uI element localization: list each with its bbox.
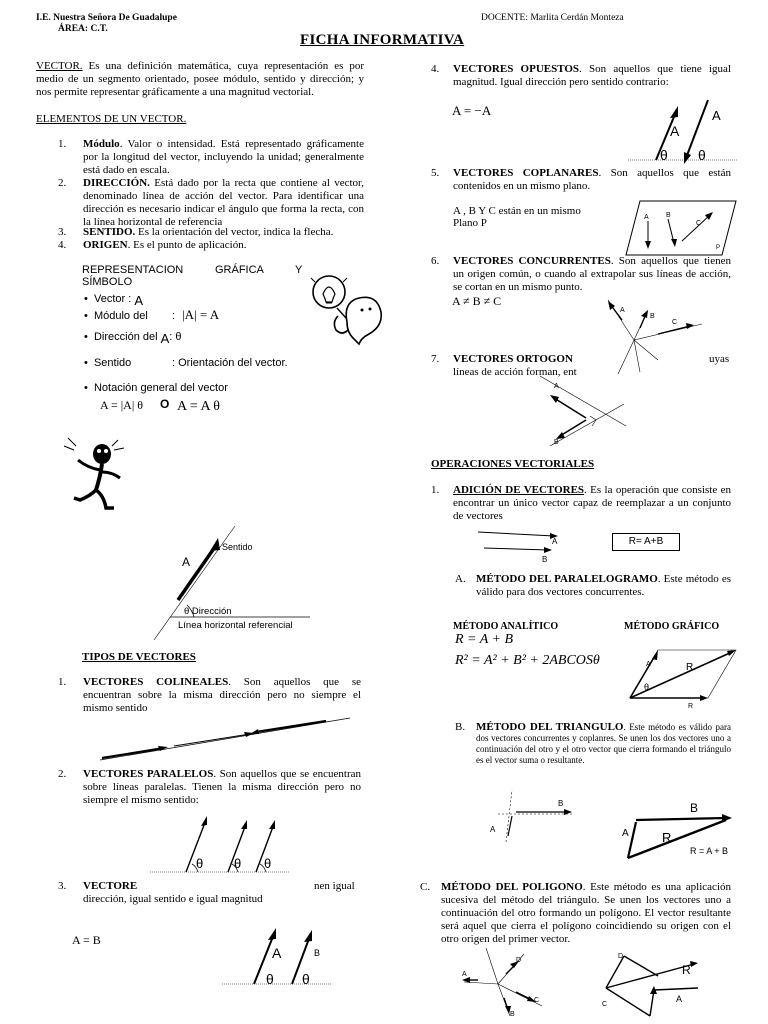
formula-2: R² = A² + B² + 2ABCOSθ [455, 653, 600, 668]
op-paralelogramo: MÉTODO DEL PARALELOGRAMO. Este método es válido para dos vectores concurrentes. [476, 573, 731, 598]
paralelos-diagram [150, 816, 290, 876]
polyg-label-c: C [602, 1001, 608, 1008]
bullet-vector: • Vector : A [84, 293, 143, 308]
school-name: I.E. Nuestra Señora De Guadalupe [36, 13, 177, 23]
element-direccion: DIRECCIÓN. Está dado por la recta que contiene al vector, denominado línea de acción del vector. Para identificar una dirección es necesario indicar el ángulo que forma la recta, con la línea horizontal de referencia [83, 177, 364, 228]
type-num: 5. [431, 167, 440, 179]
adicion-vectors-diagram [476, 528, 566, 564]
iguales-label-a: A [272, 945, 282, 961]
adicion-label-b: B [542, 555, 548, 564]
opuestos-expr: A = −A [452, 103, 492, 118]
coplanar-label-p: P [716, 245, 721, 251]
bullet-notacion: • Notación general del vector [84, 382, 228, 394]
opuestos-label-a: A [670, 123, 680, 139]
theta-label: θ [196, 856, 204, 871]
type-num: 3. [58, 880, 67, 892]
page-title: FICHA INFORMATIVA [300, 32, 465, 48]
theta-label: θ [660, 147, 668, 163]
theta-label: θ [266, 971, 274, 987]
running-figure-icon [62, 436, 134, 512]
type-coplanares: VECTORES COPLANARES. Son aquellos que están contenidos en un mismo plano. [453, 167, 731, 192]
sentido-label: Sentido [222, 542, 253, 552]
thinking-figure-icon [302, 272, 382, 342]
vector-def-text: Es una definición matemática, cuya representación es por medio de un segmento orientado, posee módulo, sentido y dirección; y nos permite representar gráficamente a una magnitud vectorial. [36, 60, 364, 98]
coplanar-label-a: A [644, 214, 649, 221]
polyg-label-a: A [676, 994, 683, 1004]
poly-label-a: A [462, 971, 467, 978]
type-iguales-tail: nen igual [314, 880, 355, 892]
tri-big-label-b: B [690, 801, 699, 815]
para-label-b: R [688, 703, 694, 710]
vector-definition [36, 60, 364, 99]
element-modulo: Módulo. Valor o intensidad. Está representado gráficamente por la longitud del vector, incluyendo la unidad; generalmente está dado en escala. [83, 138, 364, 176]
area-label: ÁREA: C.T. [58, 24, 108, 34]
element-num: 3. [58, 226, 67, 238]
type-paralelos: VECTORES PARALELOS. Son aquellos que se encuentran sobre líneas paralelas. Tienen la misma dirección pero no siempre el mismo sentido: [83, 768, 361, 806]
para-label-r: R [686, 662, 694, 673]
tri-big-label-r: R [662, 830, 672, 845]
type-opuestos: VECTORES OPUESTOS. Son aquellos que tiene igual magnitud. Igual dirección pero sentido contrario: [453, 63, 731, 88]
polyg-label-d: D [618, 953, 624, 960]
poligono-vectors-diagram [458, 944, 558, 1020]
element-num: 1. [58, 138, 67, 150]
poligono-diagram [600, 950, 704, 1020]
theta-label: θ [644, 682, 650, 692]
bullet-modulo: • Módulo del [84, 310, 148, 322]
iguales-expr: A = B [72, 933, 101, 947]
concurrent-label-c: C [672, 319, 678, 326]
coplanares-note-2: Plano P [453, 217, 487, 229]
iguales-diagram [222, 926, 332, 988]
type-num: 4. [431, 63, 440, 75]
vector-term: VECTOR. [36, 60, 83, 72]
poly-label-c: C [534, 997, 540, 1004]
op-num: B. [455, 721, 466, 733]
type-num: 7. [431, 353, 440, 365]
vector-label-a: A [182, 555, 191, 569]
type-num: 2. [58, 768, 67, 780]
ortho-label-b: B [554, 439, 559, 446]
op-num: A. [455, 573, 466, 585]
poly-label-b: B [510, 1011, 515, 1018]
ortogonales-diagram [540, 376, 630, 448]
iguales-label-b: B [314, 948, 321, 958]
notacion-expr-1: A = |A| θ [100, 398, 143, 412]
type-ortogonales-line2: líneas de acción forman, ent [453, 366, 577, 378]
concurrent-label-b: B [650, 313, 655, 320]
modulo-colon: : [172, 310, 176, 322]
opuestos-label-a2: A [712, 108, 721, 123]
theta-label: θ [234, 856, 242, 871]
element-num: 2. [58, 177, 67, 189]
tri-big-label-a: A [622, 828, 629, 839]
coplanares-note-1: A , B Y C están en un mismo [453, 205, 581, 217]
bullet-sentido: • Sentido [84, 357, 132, 369]
notacion-expr-2: A = A θ [177, 399, 221, 414]
types-heading: TIPOS DE VECTORES [82, 651, 196, 663]
formula-1: R = A + B [455, 632, 514, 647]
type-concurrentes: VECTORES CONCURRENTES. Son aquellos que tienen un origen común, o cuando al extrapolar sus líneas de acción, se cortan en un mismo punto. [453, 255, 731, 293]
type-ortogonales-term: VECTORES ORTOGON [453, 353, 573, 365]
tri-label-a: A [490, 825, 496, 834]
metodo-analitico-label: MÉTODO ANALÍTICO [453, 621, 559, 632]
poly-label-d: D [516, 957, 522, 964]
teacher-name: DOCENTE: Marlita Cerdán Monteza [481, 13, 624, 23]
representation-heading-symbol: SÍMBOLO [82, 276, 133, 288]
type-colineales: VECTORES COLINEALES. Son aquellos que se encuentran sobre la misma dirección pero no siempre el mismo sentido [83, 676, 361, 714]
opuestos-diagram [628, 92, 738, 164]
bullet-direccion: • Dirección del A: θ [84, 331, 182, 346]
op-poligono: MÉTODO DEL POLIGONO. Este método es una aplicación sucesiva del método del triángulo. Se unen los vectores uno a continuación del otro formando un polígono. El vector resultante será aquel que cierra el polígono coincidiendo su origen con el otro origen del primer vector. [441, 881, 731, 945]
type-num: 1. [58, 676, 67, 688]
op-num: C. [420, 881, 431, 893]
coplanar-label-c: C [696, 220, 702, 227]
colineales-diagram [100, 718, 350, 762]
direccion-label: θ Dirección [184, 606, 232, 617]
type-num: 6. [431, 255, 440, 267]
triangulo-vectors-diagram [486, 790, 576, 846]
linea-label: Línea horizontal referencial [178, 620, 293, 631]
coplanares-diagram [626, 201, 736, 255]
tri-label-b: B [558, 799, 564, 808]
triangulo-expr: R = A + B [690, 846, 729, 856]
element-num: 4. [58, 239, 67, 251]
theta-label: θ [698, 147, 706, 163]
type-ortogonales-tail: uyas [709, 353, 730, 365]
concurrentes-diagram [598, 300, 708, 380]
concurrent-label-a: A [620, 307, 625, 314]
op-adicion: ADICIÓN DE VECTORES. Es la operación que consiste en encontrar un único vector capaz de reemplazar a un conjunto de vectores [453, 484, 731, 522]
elements-heading: ELEMENTOS DE UN VECTOR. [36, 113, 187, 125]
concurrentes-expr: A ≠ B ≠ C [452, 294, 502, 308]
theta-label: θ [264, 856, 272, 871]
paralelogramo-diagram [628, 644, 740, 710]
metodo-grafico-label: MÉTODO GRÁFICO [624, 621, 720, 632]
sentido-text: : Orientación del vector. [172, 357, 288, 369]
notacion-o: O [160, 397, 170, 411]
adicion-result-box: R= A+B [612, 533, 680, 551]
op-num: 1. [431, 484, 440, 496]
op-triangulo: MÉTODO DEL TRIANGULO. Este método es válido para dos vectores concurrentes y coplanres. Se unen los dos vectores uno a continuación del otro y el otro vector que cierra formando el triángulo es el vector suma o resultante. [476, 721, 731, 765]
operations-heading: OPERACIONES VECTORIALES [431, 458, 595, 470]
modulo-expr: |A| = A [182, 307, 220, 322]
element-origen: ORIGEN. Es el punto de aplicación. [83, 239, 247, 251]
polyg-label-r: R [682, 963, 691, 977]
type-iguales-line2: dirección, igual sentido e igual magnitud [83, 893, 263, 905]
element-sentido: SENTIDO. Es la orientación del vector, indica la flecha. [83, 226, 334, 238]
type-iguales-term: VECTORE [83, 880, 138, 892]
para-label-a: A [646, 661, 651, 668]
ortho-label-a: A [554, 383, 559, 390]
theta-label: θ [302, 971, 310, 987]
vector-anatomy-diagram [140, 520, 340, 640]
adicion-label-a: A [552, 537, 558, 546]
coplanar-label-b: B [666, 212, 671, 219]
